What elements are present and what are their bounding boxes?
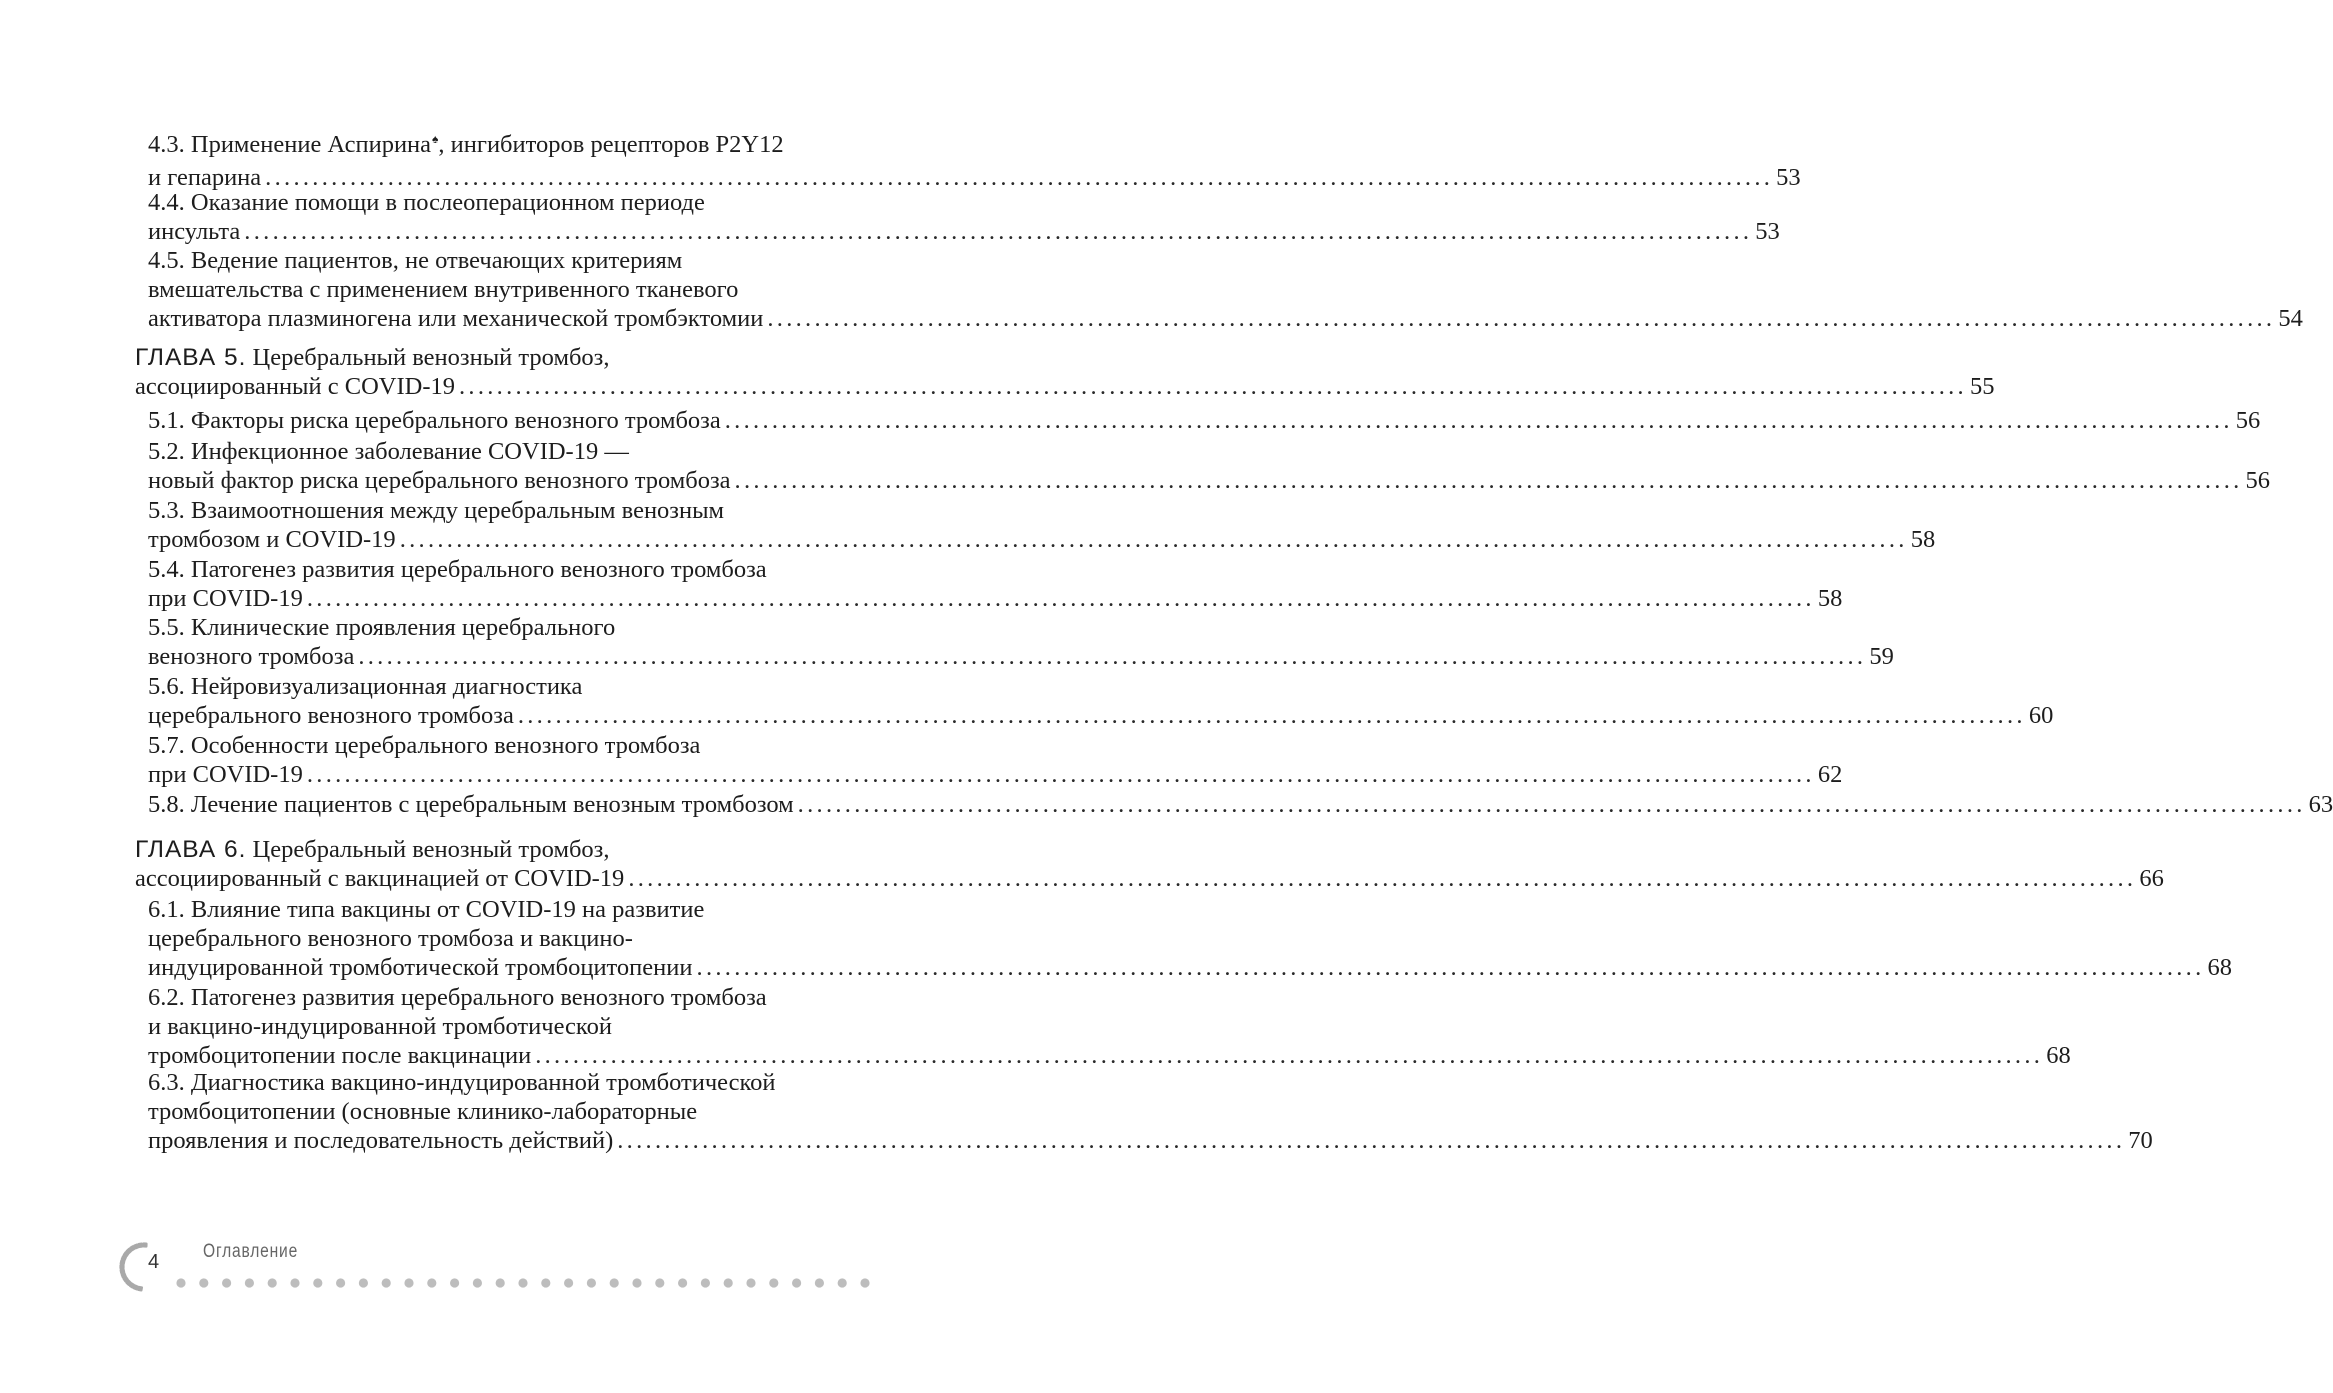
footer-dot [632, 1278, 641, 1287]
footer-dot [382, 1278, 391, 1287]
toc-entry-line: 5.6. Нейровизуализационная диагностика [148, 673, 583, 700]
toc-entry-line: 6.3. Диагностика вакцино-индуцированной тромботической [148, 1069, 776, 1096]
toc-entry-last-line: тромбозом и COVID-19 ................................................................................................................................................................ 58 [148, 526, 1936, 553]
chapter-label: ГЛАВА 6. [135, 836, 247, 863]
page-number: 58 [1910, 526, 1936, 553]
toc-entry-5-4 [148, 555, 1843, 613]
toc-entry-5-8 [148, 790, 2333, 819]
footer-dot [838, 1278, 847, 1287]
page-number: 56 [2245, 467, 2271, 494]
toc-entry-4-3 [148, 130, 1801, 192]
toc-entry-line: 5.5. Клинические проявления церебрального [148, 614, 616, 641]
toc-entry-5-7 [148, 731, 1843, 789]
page-number: 63 [2308, 791, 2333, 818]
toc-entry-5-2 [148, 437, 2271, 495]
footer-dot [769, 1278, 778, 1287]
footer-dot [199, 1278, 208, 1287]
footer-dot [678, 1278, 687, 1287]
toc-entry-5-1 [148, 406, 2261, 435]
page-number: 55 [1969, 373, 1995, 400]
toc-entry-last-line: и гепарина ................................................................................................................................................................ 53 [148, 164, 1801, 191]
footer-dot [290, 1278, 299, 1287]
leader-dots: ................................................................................................................................................................ [767, 305, 2276, 332]
page-footer [0, 1225, 1000, 1305]
toc-entry-last-line: ассоциированный с COVID-19 ................................................................................................................................................................ 55 [135, 373, 1995, 400]
toc-entry-6-1 [148, 895, 2233, 982]
gear-tooth [142, 1242, 147, 1247]
leader-dots: ................................................................................................................................................................ [517, 702, 2026, 729]
leader-dots: ................................................................................................................................................................ [399, 526, 1908, 553]
leader-dots: ................................................................................................................................................................ [306, 585, 1815, 612]
footer-dot [724, 1278, 733, 1287]
footer-dot [336, 1278, 345, 1287]
toc-entry-last-line: ассоциированный с вакцинацией от COVID-19 ................................................................................................................................................................ 66 [135, 865, 2164, 892]
page-number: 56 [2235, 407, 2261, 434]
toc-entry-last-line: индуцированной тромботической тромбоцитопении ................................................................................................................................................................ 68 [148, 954, 2233, 981]
page-number: 53 [1755, 218, 1780, 245]
footer-dot [496, 1278, 505, 1287]
gear-icon [110, 1239, 170, 1299]
toc-entry-4-5 [148, 246, 2303, 333]
toc-chapter-5 [135, 343, 1995, 401]
spade-icon: ♠ [432, 132, 439, 146]
toc-entry-last-line: новый фактор риска церебрального венозного тромбоза ................................................................................................................................................................ 56 [148, 467, 2271, 494]
toc-entry-last-line: при COVID-19 ................................................................................................................................................................ 58 [148, 585, 1843, 612]
leader-dots: ................................................................................................................................................................ [244, 218, 1753, 245]
toc-entry-last-line: инсульта ................................................................................................................................................................ 53 [148, 218, 1780, 245]
toc-chapter-line: ГЛАВА 5. Церебральный венозный тромбоз, [135, 344, 610, 371]
toc-entry-line: 5.4. Патогенез развития церебрального венозного тромбоза [148, 556, 767, 583]
footer-dot [541, 1278, 550, 1287]
page-number: 58 [1817, 585, 1843, 612]
footer-dot [792, 1278, 801, 1287]
toc-entry-line: церебрального венозного тромбоза и вакцино- [148, 925, 633, 952]
toc-entry-line: 6.2. Патогенез развития церебрального венозного тромбоза [148, 984, 767, 1011]
footer-dot [473, 1278, 482, 1287]
toc-entry-line: 4.3. Применение Аспирина♠, ингибиторов рецепторов P2Y12 [148, 131, 784, 158]
toc-entry-line: 6.1. Влияние типа вакцины от COVID-19 на развитие [148, 896, 705, 923]
toc-entry-last-line: церебрального венозного тромбоза ................................................................................................................................................................ 60 [148, 702, 2054, 729]
toc-entry-line: 5.7. Особенности церебрального венозного тромбоза [148, 732, 701, 759]
toc-entry-line: 5.3. Взаимоотношения между церебральным венозным [148, 497, 725, 524]
footer-section-title: Оглавление [203, 1241, 299, 1262]
page-number: 66 [2139, 865, 2164, 892]
footer-dot [587, 1278, 596, 1287]
leader-dots: ................................................................................................................................................................ [628, 865, 2137, 892]
footer-dot [655, 1278, 664, 1287]
toc-entry-6-3 [148, 1068, 2153, 1155]
footer-dot [176, 1278, 185, 1287]
leader-dots: ................................................................................................................................................................ [696, 954, 2205, 981]
leader-dots: ................................................................................................................................................................ [724, 407, 2233, 434]
page-number: 60 [2028, 702, 2054, 729]
page-number: 53 [1776, 164, 1801, 191]
footer-dot [245, 1278, 254, 1287]
toc-entry-last-line: активатора плазминогена или механической тромбэктомии ................................................................................................................................................................ 54 [148, 305, 2303, 332]
toc-entry-last-line: венозного тромбоза ................................................................................................................................................................ 59 [148, 643, 1894, 670]
page-number: 68 [2046, 1042, 2071, 1069]
footer-dot [268, 1278, 277, 1287]
toc-entry-last-line: 5.8. Лечение пациентов с церебральным венозным тромбозом ................................................................................................................................................................ 63 [148, 791, 2333, 818]
footer-dot [518, 1278, 527, 1287]
footer-dot [450, 1278, 459, 1287]
footer-dot [701, 1278, 710, 1287]
toc-entry-last-line: при COVID-19 ................................................................................................................................................................ 62 [148, 761, 1843, 788]
toc-entry-last-line: тромбоцитопении после вакцинации ................................................................................................................................................................ 68 [148, 1042, 2071, 1069]
toc-entry-line: 4.4. Оказание помощи в послеоперационном периоде [148, 189, 705, 216]
leader-dots: ................................................................................................................................................................ [265, 164, 1774, 191]
chapter-label: ГЛАВА 5. [135, 344, 247, 371]
footer-page-number: 4 [148, 1251, 160, 1273]
toc-chapter-6 [135, 835, 2164, 893]
leader-dots: ................................................................................................................................................................ [797, 791, 2306, 818]
footer-dot [564, 1278, 573, 1287]
footer-dot [746, 1278, 755, 1287]
toc-entry-6-2 [148, 983, 2071, 1070]
toc-entry-line: и вакцино-индуцированной тромботической [148, 1013, 612, 1040]
leader-dots: ................................................................................................................................................................ [306, 761, 1815, 788]
toc-chapter-line: ГЛАВА 6. Церебральный венозный тромбоз, [135, 836, 610, 863]
page-number: 54 [2278, 305, 2303, 332]
footer-dot [427, 1278, 436, 1287]
toc-entry-line: 4.5. Ведение пациентов, не отвечающих критериям [148, 247, 683, 274]
footer-dot [860, 1278, 869, 1287]
toc-entry-line: тромбоцитопении (основные клинико-лабораторные [148, 1098, 698, 1125]
leader-dots: ................................................................................................................................................................ [617, 1127, 2126, 1154]
footer-dot [222, 1278, 231, 1287]
page-number: 68 [2207, 954, 2233, 981]
page-number: 62 [1817, 761, 1843, 788]
page-number: 59 [1869, 643, 1894, 670]
footer-dot [404, 1278, 413, 1287]
toc-entry-last-line: 5.1. Факторы риска церебрального венозного тромбоза ................................................................................................................................................................ 56 [148, 407, 2261, 434]
leader-dots: ................................................................................................................................................................ [535, 1042, 2044, 1069]
footer-dot-row [176, 1277, 886, 1289]
page-number: 70 [2128, 1127, 2153, 1154]
toc-entry-5-5 [148, 613, 1894, 671]
toc-entry-line: 5.2. Инфекционное заболевание COVID-19 — [148, 438, 629, 465]
toc-entry-5-3 [148, 496, 1936, 554]
toc-entry-4-4 [148, 188, 1780, 246]
footer-dot [313, 1278, 322, 1287]
leader-dots: ................................................................................................................................................................ [458, 373, 1967, 400]
toc-entry-5-6 [148, 672, 2054, 730]
footer-dot [815, 1278, 824, 1287]
footer-dot [359, 1278, 368, 1287]
toc-entry-last-line: проявления и последовательность действий) ................................................................................................................................................................ 70 [148, 1127, 2153, 1154]
leader-dots: ................................................................................................................................................................ [734, 467, 2243, 494]
footer-dot [610, 1278, 619, 1287]
toc-entry-line: вмешательства с применением внутривенного тканевого [148, 276, 739, 303]
leader-dots: ................................................................................................................................................................ [358, 643, 1867, 670]
